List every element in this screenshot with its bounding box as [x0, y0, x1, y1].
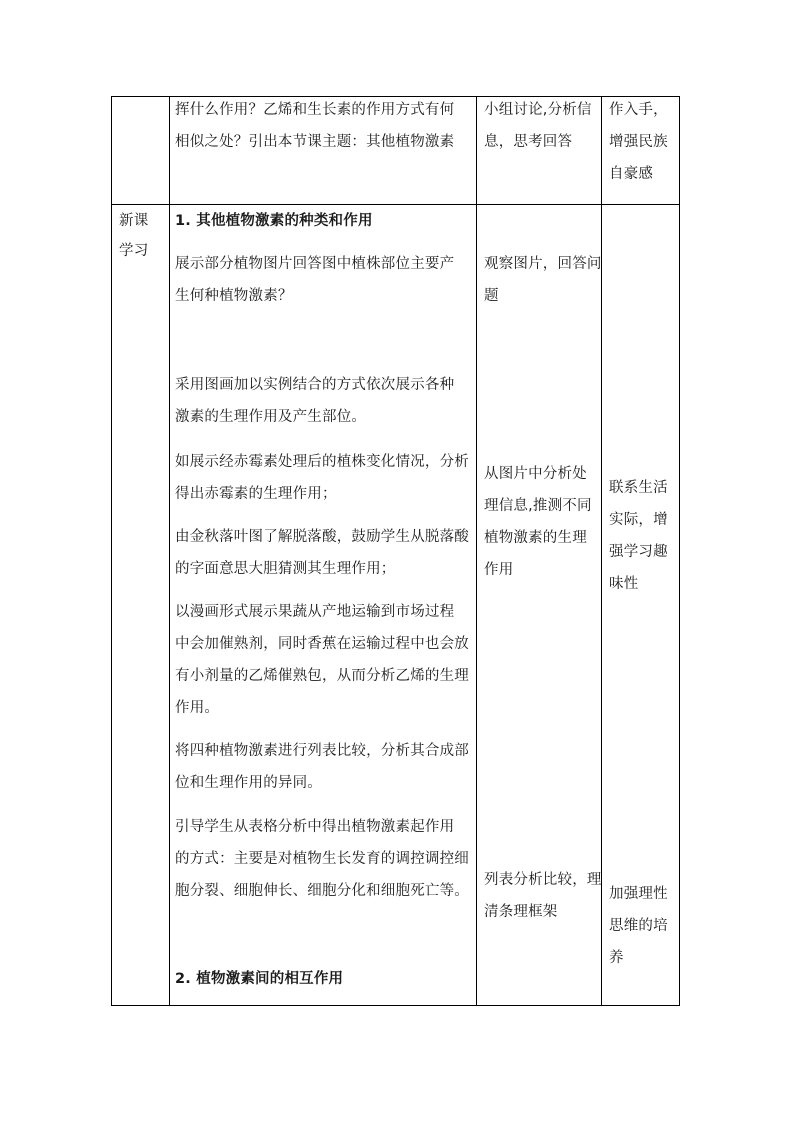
content-paragraph-line: 的字面意思大胆猜测其生理作用；: [175, 561, 396, 577]
content-paragraph-line: 如展示经赤霉素处理后的植株变化情况，分析: [175, 454, 469, 470]
row1-content-line: 挥什么作用？乙烯和生长素的作用方式有何: [175, 102, 455, 118]
content-paragraph-line: 以漫画形式展示果蔬从产地运输到市场过程: [175, 604, 455, 620]
content-paragraph-line: 得出赤霉素的生理作用；: [175, 486, 337, 502]
content-paragraph-line: 采用图画加以实例结合的方式依次展示各种: [175, 377, 455, 393]
section-heading: 2. 植物激素间的相互作用: [175, 971, 344, 987]
student-activity-line: 理信息,推测不同: [484, 498, 592, 514]
row1-intent-line: 自豪感: [609, 166, 654, 182]
content-paragraph-line: 的方式：主要是对植物生长发育的调控调控细: [175, 851, 469, 867]
column-divider: [169, 97, 170, 1005]
stage-label: 学习: [119, 243, 149, 259]
student-activity-line: 作用: [484, 562, 514, 578]
student-activity-line: 观察图片，回答问: [484, 256, 602, 272]
row-divider: [112, 204, 679, 205]
content-paragraph-line: 胞分裂、细胞伸长、细胞分化和细胞死亡等。: [175, 883, 469, 899]
content-paragraph-line: 生何种植物激素？: [175, 288, 293, 304]
student-activity-line: 从图片中分析处: [484, 466, 587, 482]
student-activity-line: 植物激素的生理: [484, 530, 587, 546]
row1-intent-line: 增强民族: [609, 134, 668, 150]
content-paragraph-line: 中会加催熟剂，同时香蕉在运输过程中也会放: [175, 636, 469, 652]
content-paragraph-line: 将四种植物激素进行列表比较，分析其合成部: [175, 743, 469, 759]
design-intent-line: 养: [609, 950, 624, 966]
section-heading: 1. 其他植物激素的种类和作用: [175, 213, 373, 229]
student-activity-line: 列表分析比较，理: [484, 872, 602, 888]
design-intent-line: 思维的培: [609, 918, 668, 934]
row1-student-line: 息，思考回答: [484, 134, 573, 150]
design-intent-line: 强学习趣: [609, 544, 668, 560]
design-intent-line: 实际，增: [609, 512, 668, 528]
row1-content-line: 相似之处？引出本节课主题：其他植物激素: [175, 134, 455, 150]
design-intent-line: 加强理性: [609, 886, 668, 902]
lesson-plan-table: [111, 96, 680, 1006]
content-paragraph-line: 展示部分植物图片回答图中植株部位主要产: [175, 256, 455, 272]
content-paragraph-line: 作用。: [175, 700, 220, 716]
content-paragraph-line: 引导学生从表格分析中得出植物激素起作用: [175, 819, 455, 835]
design-intent-line: 味性: [609, 576, 639, 592]
column-divider: [476, 97, 477, 1005]
design-intent-line: 联系生活: [609, 480, 668, 496]
column-divider: [601, 97, 602, 1005]
content-paragraph-line: 激素的生理作用及产生部位。: [175, 409, 367, 425]
student-activity-line: 清条理框架: [484, 904, 558, 920]
stage-label: 新课: [119, 213, 149, 229]
student-activity-line: 题: [484, 288, 499, 304]
content-paragraph-line: 由金秋落叶图了解脱落酸，鼓励学生从脱落酸: [175, 529, 469, 545]
content-paragraph-line: 有小剂量的乙烯催熟包，从而分析乙烯的生理: [175, 668, 469, 684]
row1-student-line: 小组讨论,分析信: [484, 102, 592, 118]
content-paragraph-line: 位和生理作用的异同。: [175, 775, 322, 791]
row1-intent-line: 作入手，: [609, 102, 668, 118]
